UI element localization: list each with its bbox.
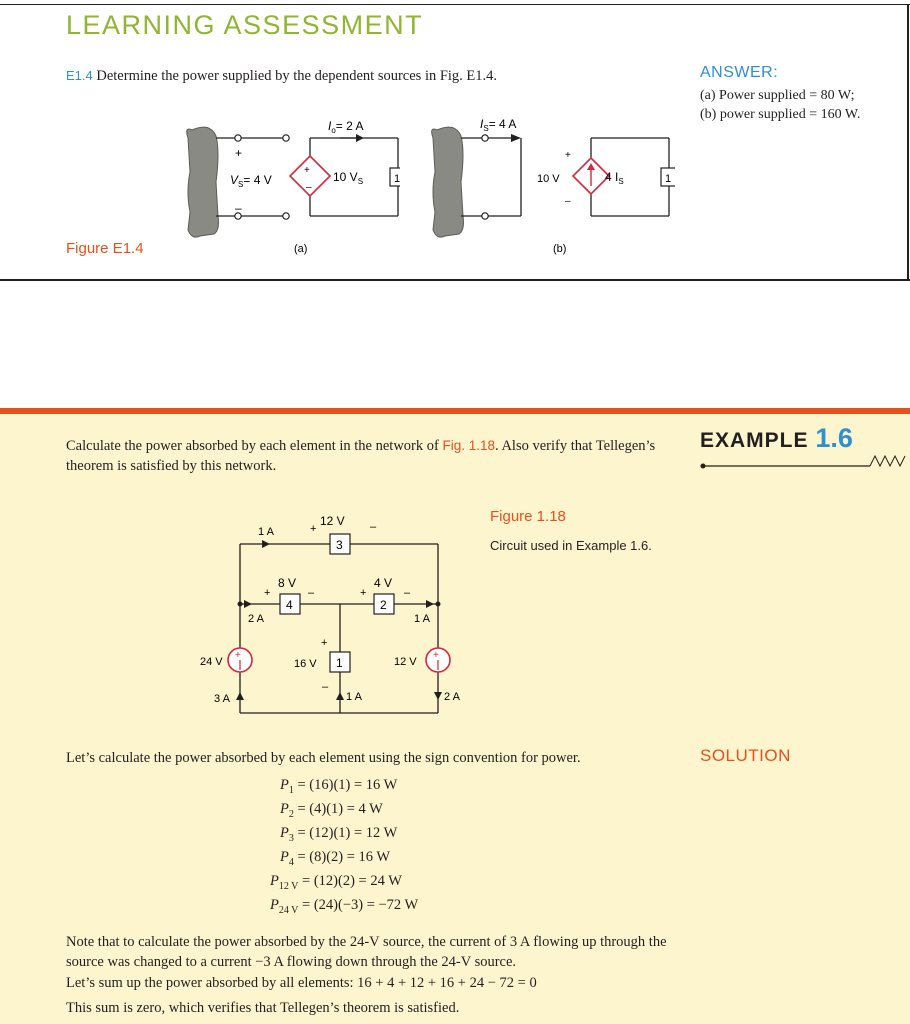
- problem-text: Determine the power supplied by the dependent sources in Fig. E1.4.: [92, 68, 498, 84]
- box-3: 3: [336, 538, 343, 552]
- minus-sign: –: [370, 521, 377, 533]
- arrow-right-icon: [262, 540, 270, 548]
- plus-sign: +: [235, 146, 243, 160]
- zigzag-icon: [870, 456, 905, 466]
- vs-label: $V_S= 4$ V: [230, 173, 272, 189]
- minus-sign: –: [308, 587, 315, 599]
- terminal: [482, 135, 488, 141]
- assessment-title: LEARNING ASSESSMENT: [66, 10, 424, 40]
- arrow-up-icon: [236, 692, 244, 700]
- left-current: 3 A: [214, 693, 230, 705]
- example-underline: [700, 452, 910, 472]
- example-statement: Calculate the power absorbed by each element in the network of Fig. 1.18. Also verify that Tellegen’s theorem is satisfied by this network.: [66, 438, 656, 474]
- minus-sign: –: [404, 587, 411, 599]
- equation-p12v: $P_{12 V} = (12)(2) = 24$ W: [270, 873, 402, 892]
- right-source-label: 12 V: [394, 656, 417, 668]
- equation-p24v: $P_{24 V} = (24)(-3) = -72$ W: [270, 897, 419, 916]
- minus-sign: –: [322, 681, 329, 693]
- circuit-a: [180, 112, 400, 262]
- arrow-head: [356, 134, 364, 142]
- plus-sign: +: [433, 650, 439, 661]
- solution-intro: Let’s calculate the power absorbed by each element using the sign convention for power.: [66, 750, 581, 766]
- v-label: 10 V: [537, 173, 560, 185]
- plus-sign: +: [360, 587, 367, 599]
- node-dot: [238, 602, 243, 607]
- center-current: 1 A: [346, 691, 362, 703]
- plus-sign: +: [565, 150, 571, 161]
- mid-left-voltage: 8 V: [278, 576, 297, 590]
- dep-minus: –: [306, 182, 312, 193]
- arrow-head: [511, 134, 521, 142]
- equation-p1: $P_1 = (16)(1) = 16$ W: [280, 777, 398, 796]
- equation-p4: $P_4 = (8)(2) = 16$ W: [280, 849, 391, 868]
- top-current: 1 A: [258, 526, 274, 538]
- mid-right-current: 1 A: [414, 613, 430, 625]
- terminal: [482, 213, 488, 219]
- solution-sum: Let’s sum up the power absorbed by all elements: 16 + 4 + 12 + 16 + 24 − 72 = 0: [66, 975, 537, 991]
- right-current: 2 A: [444, 691, 460, 703]
- dep-plus: +: [304, 165, 310, 176]
- caption-b: (b): [553, 243, 567, 255]
- top-rule: [0, 4, 910, 5]
- answer-b: (b) power supplied = 160 W.: [700, 107, 861, 122]
- figure-118-caption: Circuit used in Example 1.6.: [490, 538, 652, 553]
- plus-sign: +: [321, 637, 328, 649]
- mid-left-current: 2 A: [248, 613, 264, 625]
- circuit-b: [425, 112, 675, 262]
- dep-label: 4 $I_S$: [605, 170, 624, 186]
- example-heading: EXAMPLE 1.6: [700, 423, 853, 453]
- arrow-right-icon: [426, 600, 434, 608]
- plus-sign: +: [310, 523, 317, 535]
- bottom-rule: [0, 279, 910, 281]
- fig-ref-link[interactable]: Fig. 1.18: [442, 438, 495, 453]
- equation-p3: $P_3 = (12)(1) = 12$ W: [280, 825, 398, 844]
- arrow-up-icon: [336, 692, 344, 700]
- example-number: 1.6: [815, 423, 853, 453]
- top-voltage: 12 V: [320, 514, 345, 528]
- answer-heading: ANSWER:: [700, 64, 779, 81]
- box-4: 4: [286, 598, 293, 612]
- source-network-block: [187, 127, 219, 237]
- box-1: 1: [336, 656, 343, 670]
- dep-label: 10 $V_S$: [333, 170, 364, 186]
- box-2: 2: [380, 598, 387, 612]
- problem-statement: [66, 68, 497, 85]
- minus-sign: –: [235, 201, 242, 215]
- io-label: $I_o= 2$ A: [328, 119, 364, 135]
- answer-a: (a) Power supplied = 80 W;: [700, 88, 855, 103]
- solution-note: Note that to calculate the power absorbed by the 24-V source, the current of 3 A flowing up through the source was changed to a current −3 A flowing down through the 24-V source.: [66, 934, 667, 970]
- terminal: [283, 213, 289, 219]
- caption-a: (a): [294, 243, 308, 255]
- center-voltage: 16 V: [294, 658, 317, 670]
- arrow-down-icon: [434, 692, 442, 700]
- figure-e14-label: Figure E1.4: [66, 240, 144, 257]
- minus-sign: –: [565, 196, 571, 207]
- plus-sign: +: [235, 650, 241, 661]
- node-dot: [436, 602, 441, 607]
- box-value: 1: [394, 173, 400, 185]
- equation-p2: $P_2 = (4)(1) = 4$ W: [280, 801, 383, 820]
- terminal: [235, 135, 241, 141]
- example-accent-bar: [0, 408, 910, 414]
- arrow-right-icon: [244, 600, 252, 608]
- solution-conclusion: This sum is zero, which verifies that Tellegen’s theorem is satisfied.: [66, 1000, 460, 1016]
- box-value: 1: [665, 173, 672, 185]
- terminal: [283, 135, 289, 141]
- figure-118-label: Figure 1.18: [490, 508, 566, 525]
- source-network-block: [432, 127, 464, 237]
- right-rule: [907, 4, 909, 280]
- is-label: $I_S= 4$ A: [480, 117, 517, 133]
- problem-number: E1.4: [66, 68, 93, 83]
- mid-right-voltage: 4 V: [374, 576, 393, 590]
- left-source-label: 24 V: [200, 656, 223, 668]
- plus-sign: +: [264, 587, 271, 599]
- solution-heading: SOLUTION: [700, 746, 791, 765]
- circuit-fig-1-18: [160, 508, 480, 718]
